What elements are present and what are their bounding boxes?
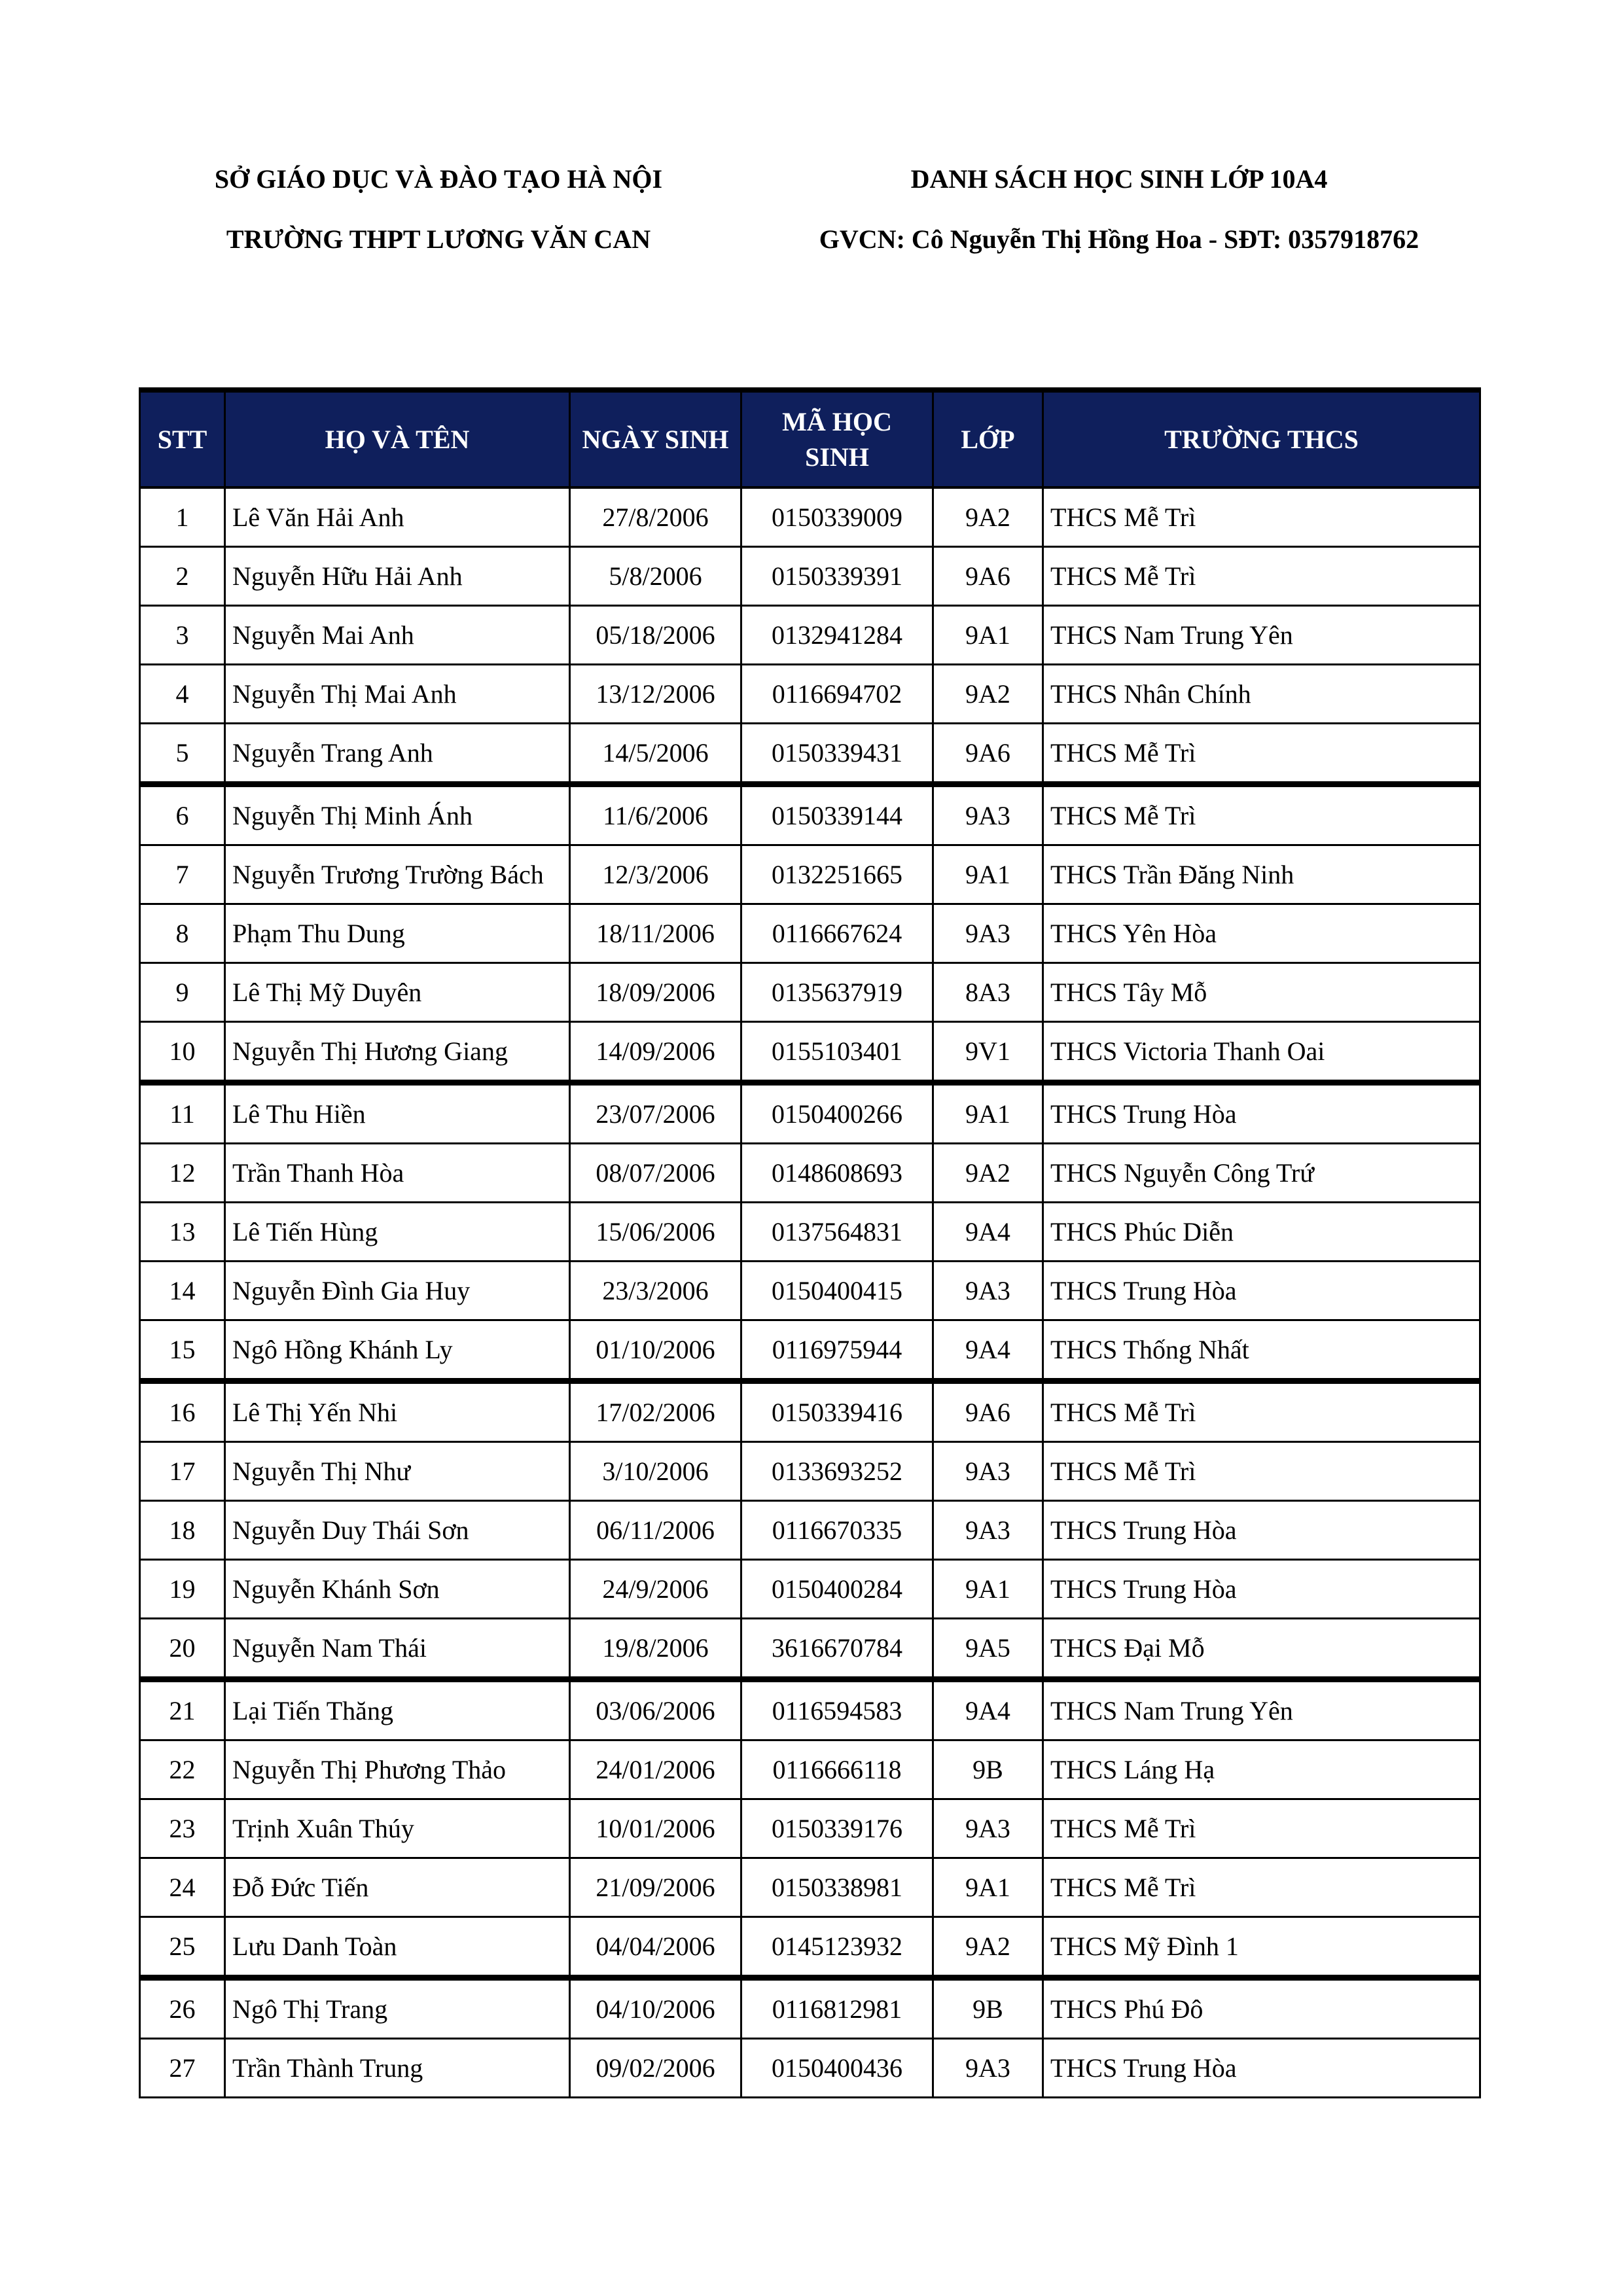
cell-student-code: 0145123932: [741, 1917, 933, 1978]
cell-name: Lê Văn Hải Anh: [225, 487, 570, 547]
cell-name: Nguyễn Hữu Hải Anh: [225, 547, 570, 606]
cell-dob: 03/06/2006: [570, 1680, 741, 1740]
cell-stt: 7: [140, 845, 225, 904]
cell-student-code: 0116667624: [741, 904, 933, 963]
cell-name: Ngô Hồng Khánh Ly: [225, 1320, 570, 1381]
cell-dob: 24/01/2006: [570, 1740, 741, 1799]
cell-stt: 27: [140, 2039, 225, 2098]
cell-student-code: 3616670784: [741, 1619, 933, 1680]
cell-dob: 17/02/2006: [570, 1381, 741, 1442]
cell-stt: 15: [140, 1320, 225, 1381]
cell-name: Lê Tiến Hùng: [225, 1203, 570, 1262]
cell-student-code: 0132251665: [741, 845, 933, 904]
cell-stt: 3: [140, 606, 225, 665]
table-row: [140, 1442, 1480, 1501]
cell-student-code: 0132941284: [741, 606, 933, 665]
cell-student-code: 0148608693: [741, 1144, 933, 1203]
cell-school: THCS Yên Hòa: [1043, 904, 1480, 963]
table-row: [140, 1978, 1480, 2039]
cell-name: Nguyễn Mai Anh: [225, 606, 570, 665]
cell-school: THCS Nguyễn Công Trứ: [1043, 1144, 1480, 1203]
cell-class: 9A2: [933, 1917, 1043, 1978]
cell-class: 9A4: [933, 1203, 1043, 1262]
cell-name: Nguyễn Khánh Sơn: [225, 1560, 570, 1619]
cell-name: Nguyễn Nam Thái: [225, 1619, 570, 1680]
cell-school: THCS Đại Mỗ: [1043, 1619, 1480, 1680]
table-row: [140, 1917, 1480, 1978]
cell-school: THCS Mễ Trì: [1043, 1799, 1480, 1858]
cell-school: THCS Phúc Diễn: [1043, 1203, 1480, 1262]
cell-student-code: 0150400436: [741, 2039, 933, 2098]
cell-school: THCS Trần Đăng Ninh: [1043, 845, 1480, 904]
table-row: [140, 2039, 1480, 2098]
cell-class: 9A3: [933, 1442, 1043, 1501]
cell-school: THCS Trung Hòa: [1043, 1560, 1480, 1619]
cell-stt: 10: [140, 1022, 225, 1083]
table-row: [140, 1799, 1480, 1858]
cell-dob: 04/04/2006: [570, 1917, 741, 1978]
cell-class: 9A1: [933, 1083, 1043, 1144]
cell-stt: 13: [140, 1203, 225, 1262]
cell-school: THCS Mễ Trì: [1043, 1442, 1480, 1501]
cell-class: 9A1: [933, 1560, 1043, 1619]
cell-stt: 4: [140, 665, 225, 724]
column-header-stt: STT: [140, 390, 225, 487]
table-body: [140, 487, 1480, 2098]
cell-dob: 04/10/2006: [570, 1978, 741, 2039]
column-header-name: HỌ VÀ TÊN: [225, 390, 570, 487]
cell-name: Trịnh Xuân Thúy: [225, 1799, 570, 1858]
cell-class: 9B: [933, 1978, 1043, 2039]
cell-dob: 18/09/2006: [570, 963, 741, 1022]
cell-school: THCS Victoria Thanh Oai: [1043, 1022, 1480, 1083]
cell-class: 9A1: [933, 845, 1043, 904]
cell-dob: 14/09/2006: [570, 1022, 741, 1083]
cell-school: THCS Mễ Trì: [1043, 1381, 1480, 1442]
table-row: [140, 1501, 1480, 1560]
cell-class: 9A2: [933, 665, 1043, 724]
cell-name: Lại Tiến Thăng: [225, 1680, 570, 1740]
cell-school: THCS Nhân Chính: [1043, 665, 1480, 724]
table-row: [140, 845, 1480, 904]
column-header-school: TRƯỜNG THCS: [1043, 390, 1480, 487]
cell-name: Nguyễn Đình Gia Huy: [225, 1262, 570, 1320]
cell-student-code: 0150339009: [741, 487, 933, 547]
cell-student-code: 0116594583: [741, 1680, 933, 1740]
cell-school: THCS Trung Hòa: [1043, 1262, 1480, 1320]
cell-stt: 8: [140, 904, 225, 963]
cell-class: 9A3: [933, 785, 1043, 845]
cell-stt: 22: [140, 1740, 225, 1799]
cell-class: 9A3: [933, 2039, 1043, 2098]
column-header-student-code: [741, 390, 933, 487]
cell-dob: 10/01/2006: [570, 1799, 741, 1858]
table-row: [140, 1144, 1480, 1203]
cell-school: THCS Trung Hòa: [1043, 1083, 1480, 1144]
cell-name: Trần Thanh Hòa: [225, 1144, 570, 1203]
cell-school: THCS Thống Nhất: [1043, 1320, 1480, 1381]
cell-stt: 25: [140, 1917, 225, 1978]
table-row: [140, 1320, 1480, 1381]
cell-student-code: 0116670335: [741, 1501, 933, 1560]
department-title: SỞ GIÁO DỤC VÀ ĐÀO TẠO HÀ NỘI: [214, 164, 663, 194]
cell-student-code: 0133693252: [741, 1442, 933, 1501]
cell-dob: 05/18/2006: [570, 606, 741, 665]
cell-class: 9A6: [933, 724, 1043, 785]
cell-name: Nguyễn Thị Hương Giang: [225, 1022, 570, 1083]
table-row: [140, 963, 1480, 1022]
cell-student-code: 0137564831: [741, 1203, 933, 1262]
cell-class: 9A4: [933, 1320, 1043, 1381]
table-row: [140, 1262, 1480, 1320]
cell-class: 8A3: [933, 963, 1043, 1022]
cell-name: Nguyễn Trương Trường Bách: [225, 845, 570, 904]
cell-student-code: 0150339144: [741, 785, 933, 845]
cell-dob: 09/02/2006: [570, 2039, 741, 2098]
cell-name: Nguyễn Trang Anh: [225, 724, 570, 785]
table-row: [140, 665, 1480, 724]
column-header-dob: NGÀY SINH: [570, 390, 741, 487]
cell-student-code: 0116812981: [741, 1978, 933, 2039]
cell-stt: 17: [140, 1442, 225, 1501]
cell-dob: 19/8/2006: [570, 1619, 741, 1680]
table-row: [140, 1083, 1480, 1144]
table-row: [140, 487, 1480, 547]
cell-dob: 3/10/2006: [570, 1442, 741, 1501]
cell-stt: 5: [140, 724, 225, 785]
cell-dob: 06/11/2006: [570, 1501, 741, 1560]
cell-class: 9A6: [933, 1381, 1043, 1442]
cell-dob: 15/06/2006: [570, 1203, 741, 1262]
cell-school: THCS Mễ Trì: [1043, 785, 1480, 845]
table-row: [140, 1203, 1480, 1262]
cell-class: 9A5: [933, 1619, 1043, 1680]
cell-student-code: 0150338981: [741, 1858, 933, 1917]
cell-student-code: 0116975944: [741, 1320, 933, 1381]
cell-dob: 14/5/2006: [570, 724, 741, 785]
cell-class: 9A3: [933, 1262, 1043, 1320]
table-row: [140, 547, 1480, 606]
cell-stt: 2: [140, 547, 225, 606]
table-row: [140, 785, 1480, 845]
cell-stt: 9: [140, 963, 225, 1022]
homeroom-teacher: GVCN: Cô Nguyễn Thị Hồng Hoa - SĐT: 0357918762: [819, 224, 1419, 254]
table-header-row: [140, 390, 1480, 487]
cell-dob: 08/07/2006: [570, 1144, 741, 1203]
cell-dob: 01/10/2006: [570, 1320, 741, 1381]
cell-dob: 27/8/2006: [570, 487, 741, 547]
table-row: [140, 904, 1480, 963]
school-name: TRƯỜNG THPT LƯƠNG VĂN CAN: [226, 224, 651, 254]
cell-school: THCS Nam Trung Yên: [1043, 1680, 1480, 1740]
cell-stt: 14: [140, 1262, 225, 1320]
table-row: [140, 1680, 1480, 1740]
cell-dob: 12/3/2006: [570, 845, 741, 904]
table-row: [140, 1022, 1480, 1083]
cell-school: THCS Nam Trung Yên: [1043, 606, 1480, 665]
cell-name: Lê Thị Yến Nhi: [225, 1381, 570, 1442]
cell-school: THCS Mễ Trì: [1043, 724, 1480, 785]
cell-stt: 19: [140, 1560, 225, 1619]
column-header-class: LỚP: [933, 390, 1043, 487]
cell-name: Nguyễn Thị Mai Anh: [225, 665, 570, 724]
cell-stt: 1: [140, 487, 225, 547]
table-row: [140, 1560, 1480, 1619]
cell-school: THCS Mễ Trì: [1043, 487, 1480, 547]
cell-student-code: 0150339431: [741, 724, 933, 785]
cell-student-code: 0150339416: [741, 1381, 933, 1442]
table-row: [140, 1858, 1480, 1917]
cell-name: Nguyễn Thị Minh Ánh: [225, 785, 570, 845]
cell-school: THCS Mễ Trì: [1043, 1858, 1480, 1917]
cell-stt: 16: [140, 1381, 225, 1442]
cell-name: Lưu Danh Toàn: [225, 1917, 570, 1978]
cell-dob: 18/11/2006: [570, 904, 741, 963]
cell-name: Nguyễn Thị Như: [225, 1442, 570, 1501]
cell-class: 9B: [933, 1740, 1043, 1799]
column-header-student-code-line1: MÃ HỌC: [782, 406, 892, 436]
cell-student-code: 0150400266: [741, 1083, 933, 1144]
cell-name: Đỗ Đức Tiến: [225, 1858, 570, 1917]
cell-stt: 11: [140, 1083, 225, 1144]
cell-name: Ngô Thị Trang: [225, 1978, 570, 2039]
cell-dob: 5/8/2006: [570, 547, 741, 606]
cell-dob: 23/07/2006: [570, 1083, 741, 1144]
cell-stt: 20: [140, 1619, 225, 1680]
cell-class: 9A2: [933, 1144, 1043, 1203]
cell-dob: 21/09/2006: [570, 1858, 741, 1917]
cell-school: THCS Tây Mỗ: [1043, 963, 1480, 1022]
cell-class: 9A3: [933, 1501, 1043, 1560]
cell-name: Trần Thành Trung: [225, 2039, 570, 2098]
student-table: [139, 387, 1481, 2098]
cell-class: 9A3: [933, 1799, 1043, 1858]
cell-student-code: 0150400415: [741, 1262, 933, 1320]
table-row: [140, 724, 1480, 785]
cell-class: 9A4: [933, 1680, 1043, 1740]
cell-dob: 11/6/2006: [570, 785, 741, 845]
cell-stt: 24: [140, 1858, 225, 1917]
cell-dob: 23/3/2006: [570, 1262, 741, 1320]
list-title: DANH SÁCH HỌC SINH LỚP 10A4: [910, 164, 1328, 194]
cell-stt: 21: [140, 1680, 225, 1740]
cell-class: 9V1: [933, 1022, 1043, 1083]
table-row: [140, 606, 1480, 665]
cell-dob: 24/9/2006: [570, 1560, 741, 1619]
cell-name: Phạm Thu Dung: [225, 904, 570, 963]
column-header-student-code-line2: SINH: [805, 442, 869, 472]
cell-student-code: 0150400284: [741, 1560, 933, 1619]
cell-student-code: 0135637919: [741, 963, 933, 1022]
cell-class: 9A1: [933, 606, 1043, 665]
cell-stt: 12: [140, 1144, 225, 1203]
cell-dob: 13/12/2006: [570, 665, 741, 724]
cell-class: 9A1: [933, 1858, 1043, 1917]
cell-school: THCS Mỹ Đình 1: [1043, 1917, 1480, 1978]
table-row: [140, 1381, 1480, 1442]
cell-class: 9A6: [933, 547, 1043, 606]
cell-school: THCS Phú Đô: [1043, 1978, 1480, 2039]
cell-name: Lê Thị Mỹ Duyên: [225, 963, 570, 1022]
cell-class: 9A2: [933, 487, 1043, 547]
cell-name: Lê Thu Hiền: [225, 1083, 570, 1144]
cell-student-code: 0155103401: [741, 1022, 933, 1083]
table-row: [140, 1740, 1480, 1799]
cell-student-code: 0116666118: [741, 1740, 933, 1799]
cell-class: 9A3: [933, 904, 1043, 963]
cell-student-code: 0150339391: [741, 547, 933, 606]
table-row: [140, 1619, 1480, 1680]
cell-school: THCS Trung Hòa: [1043, 2039, 1480, 2098]
cell-school: THCS Trung Hòa: [1043, 1501, 1480, 1560]
cell-student-code: 0116694702: [741, 665, 933, 724]
cell-school: THCS Mễ Trì: [1043, 547, 1480, 606]
cell-student-code: 0150339176: [741, 1799, 933, 1858]
cell-stt: 26: [140, 1978, 225, 2039]
cell-school: THCS Láng Hạ: [1043, 1740, 1480, 1799]
cell-stt: 6: [140, 785, 225, 845]
cell-name: Nguyễn Duy Thái Sơn: [225, 1501, 570, 1560]
cell-name: Nguyễn Thị Phương Thảo: [225, 1740, 570, 1799]
cell-stt: 23: [140, 1799, 225, 1858]
cell-stt: 18: [140, 1501, 225, 1560]
